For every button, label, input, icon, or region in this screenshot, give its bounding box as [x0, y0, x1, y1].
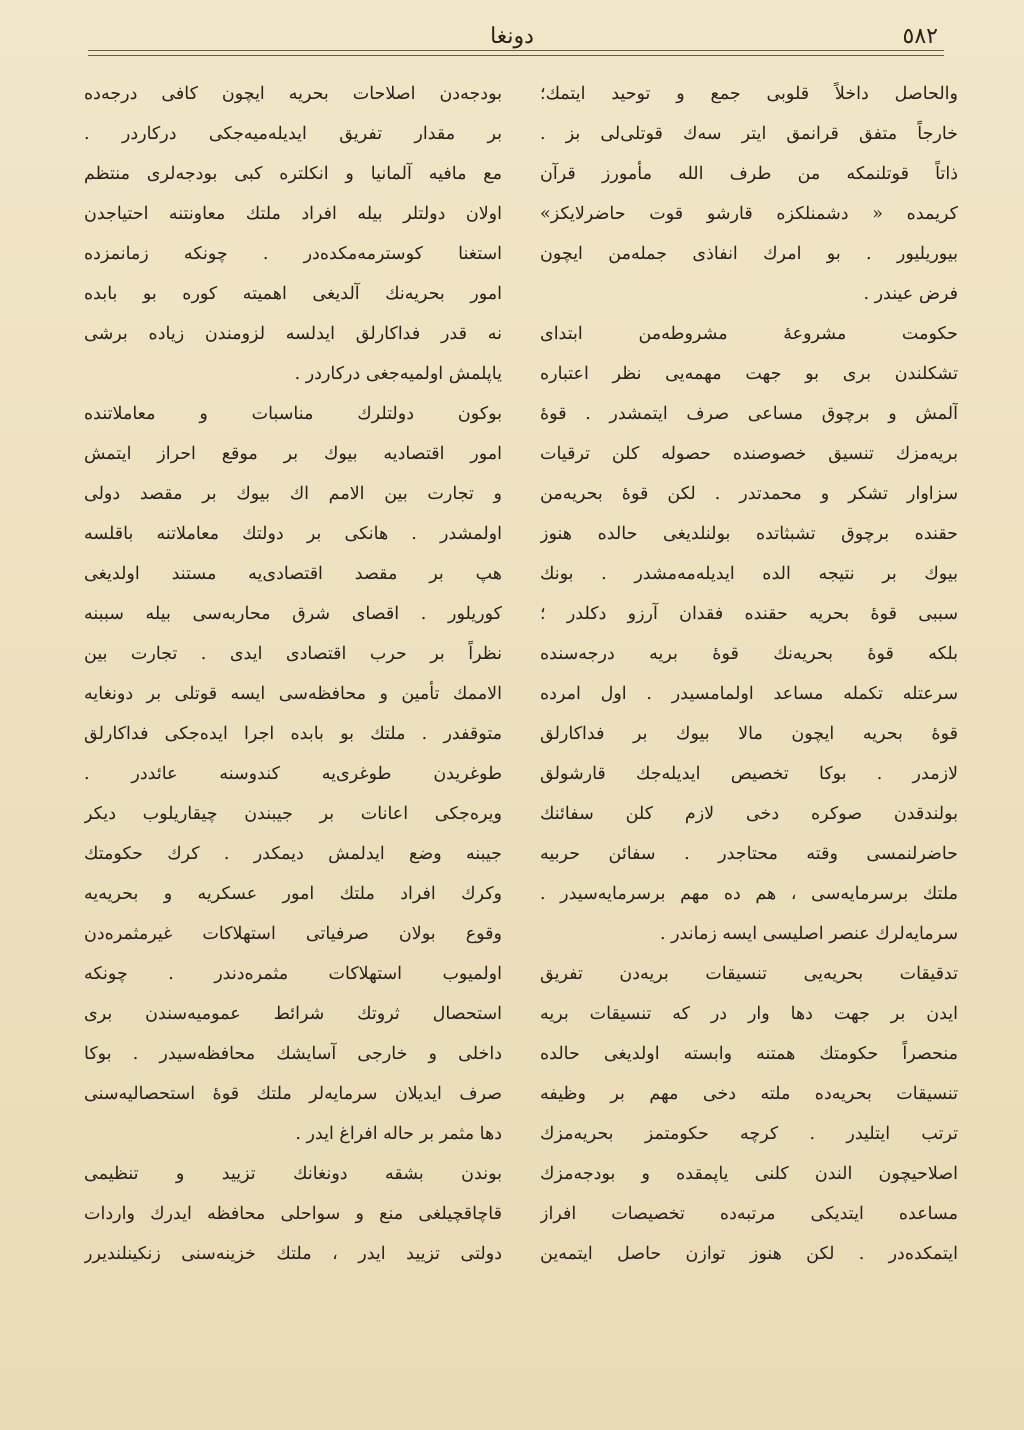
text-line: فرض عیندر . [863, 284, 958, 304]
text-line: سرمایه‌لرك عنصر اصلیسی ایسه زماندر . [659, 924, 958, 944]
text-line: داخلی و خارجی آسایشك محافظه‌سیدر . بوکا [84, 1044, 502, 1064]
text-line: جیبنه وضع ایدلمش دیمکدر . کرك حکومتك [84, 844, 502, 864]
text-line: بودجه‌دن اصلاحات بحریه ایچون کافی درجه‌ده [84, 84, 502, 104]
text-line: ایتمکده‌در . لکن هنوز توازن حاصل ایتمه‌ین [540, 1244, 958, 1264]
text-line: نه قدر فداکارلق ایدلسه لزومندن زیاده برشی [84, 324, 502, 344]
text-line: هپ بر مقصد اقتصادی‌یه مستند اولدیغی [84, 564, 502, 584]
text-line: یاپلمش اولمیه‌جغی درکاردر . [294, 364, 502, 384]
text-line: استحصال ثروتك شرائط عمومیه‌سندن بری [84, 1004, 502, 1024]
text-line: ایدن بر جهت دها وار در که تنسیقات بریه [540, 1004, 958, 1024]
text-line: کریمده « دشمنلکزه قارشو قوت حاضرلایکز» [540, 204, 958, 224]
text-line: بوندن بشقه دونغانك تزیید و تنظیمی [84, 1164, 502, 1184]
text-line: تشکلندن بری بو جهت مهمه‌یی نظر اعتباره [540, 364, 958, 384]
text-line: استغنا کوسترمه‌مکده‌در . چونکه زمانمزده [84, 244, 502, 264]
text-line: اولمیوب استهلاکات مثمره‌دندر . چونکه [84, 964, 502, 984]
text-line: اولمشدر . هانکی بر دولتك معاملاتنه باقلسه [84, 524, 502, 544]
text-line: لازمدر . بوکا تخصیص ایدیله‌جك قارشولق [540, 764, 958, 784]
text-line: سببی قوهٔ بحریه حقنده فقدان آرزو دکلدر ؛ [540, 604, 958, 624]
text-line: امور بحریه‌نك آلدیغی اهمیته کوره بو بابده [84, 284, 502, 304]
text-line: ترتب ایتلیدر . کرچه حکومتمز بحریه‌مزك [540, 1124, 958, 1144]
text-line: اولان دولتلر بیله افراد ملتك معاونتنه احتیاجدن [84, 204, 502, 224]
text-line: کوریلور . اقصای شرق محاربه‌سی بیله سببنه [84, 604, 502, 624]
text-line: قاچاقچیلغی منع و سواحلی محافظه ایدرك واردات [84, 1204, 502, 1224]
text-line: تدقیقات بحریه‌یی تنسیقات بریه‌دن تفریق [540, 964, 958, 984]
text-line: ویره‌جکی اعانات بر جیبندن چیقاریلوب دیکر [84, 804, 502, 824]
text-line: نظراً بر حرب اقتصادی ایدی . تجارت بین [84, 644, 502, 664]
text-line: حکومت مشروعهٔ مشروطه‌من ابتدای [540, 324, 958, 344]
text-line: بولندقدن صوکره دخی لازم کلن سفائنك [540, 804, 958, 824]
left-text-column [84, 74, 502, 1274]
text-line: طوغریدن طوغری‌یه کندوسنه عائددر . [84, 764, 502, 784]
text-line: حاضرلنمسی وقته محتاجدر . سفائن حربیه [540, 844, 958, 864]
text-line: امور اقتصادیه بیوك بر موقع احراز ایتمش [84, 444, 502, 464]
text-line: دولتی تزیید ایدر ، ملتك خزینه‌سنی زنکینلندیرر [84, 1244, 502, 1264]
text-line: وقوع بولان صرفیاتی استهلاکات غیرمثمره‌دن [84, 924, 502, 944]
page-number: ٥٨٢ [902, 24, 938, 49]
text-line: بلکه قوهٔ بحریه‌نك قوهٔ بریه درجه‌سنده [540, 644, 958, 664]
text-line: ملتك برسرمایه‌سی ، هم ده مهم برسرمایه‌سیدر . [540, 884, 958, 904]
text-line: تنسیقات بحریه‌ده ملته دخی مهم بر وظیفه [540, 1084, 958, 1104]
text-line: وکرك افراد ملتك امور عسکریه و بحریه‌یه [84, 884, 502, 904]
text-line: حقنده برچوق تشبثاتده بولنلدیغی حالده هنوز [540, 524, 958, 544]
text-line: بیوك بر نتیجه الده ایدیله‌مه‌مشدر . بونك [540, 564, 958, 584]
text-line: صرف ایدیلان سرمایه‌لر ملتك قوهٔ استحصالیه‌سنی [84, 1084, 502, 1104]
text-line: والحاصل داخلاً قلوبی جمع و توحید ایتمك؛ [540, 84, 958, 104]
text-line: مساعده ایتدیکی مرتبه‌ده تخصیصات افراز [540, 1204, 958, 1224]
text-line: قوهٔ بحریه ایچون مالا بیوك بر فداکارلق [540, 724, 958, 744]
text-line: مع مافیه آلمانیا و انکلتره کبی بودجه‌لری منتظم [84, 164, 502, 184]
text-line: سرعتله تکمله مساعد اولمامسیدر . اول امرده [540, 684, 958, 704]
header-rule [88, 50, 944, 56]
text-line: متوقفدر . ملتك بو بابده اجرا ایده‌جکی فداکارلق [84, 724, 502, 744]
text-line: آلمش و برچوق مساعی صرف ایتمشدر . قوهٔ [540, 404, 958, 424]
text-line: بوکون دولتلرك مناسبات و معاملاتنده [84, 404, 502, 424]
text-line: خارجاً متفق قرانمق ایتر سه‌ك قوتلی‌لی بز . [540, 124, 958, 144]
text-line: ذاتاً قوتلنمکه من طرف الله مأمورز قرآن [540, 164, 958, 184]
text-line: اصلاحیچون الندن کلنی یاپمقده و بودجه‌مزك [540, 1164, 958, 1184]
text-line: دها مثمر بر حاله افراغ ایدر . [295, 1124, 502, 1144]
right-text-column [540, 74, 958, 1274]
text-line: منحصراً حکومتك همتنه وابسته اولدیغی حالده [540, 1044, 958, 1064]
text-line: بر مقدار تفریق ایدیله‌میه‌جکی درکاردر . [84, 124, 502, 144]
text-line: الاممك تأمین و محافظه‌سی ایسه قوتلی بر دونغایه [84, 684, 502, 704]
text-line: بیوریلیور . بو امرك انفاذی جمله‌من ایچون [540, 244, 958, 264]
text-line: بریه‌مزك تنسیق خصوصنده حصوله کلن ترقیات [540, 444, 958, 464]
text-line: سزاوار تشکر و محمدتدر . لکن قوهٔ بحریه‌من [540, 484, 958, 504]
text-line: و تجارت بین الامم اك بیوك بر مقصد دولی [84, 484, 502, 504]
running-title: دونغا [490, 24, 534, 49]
